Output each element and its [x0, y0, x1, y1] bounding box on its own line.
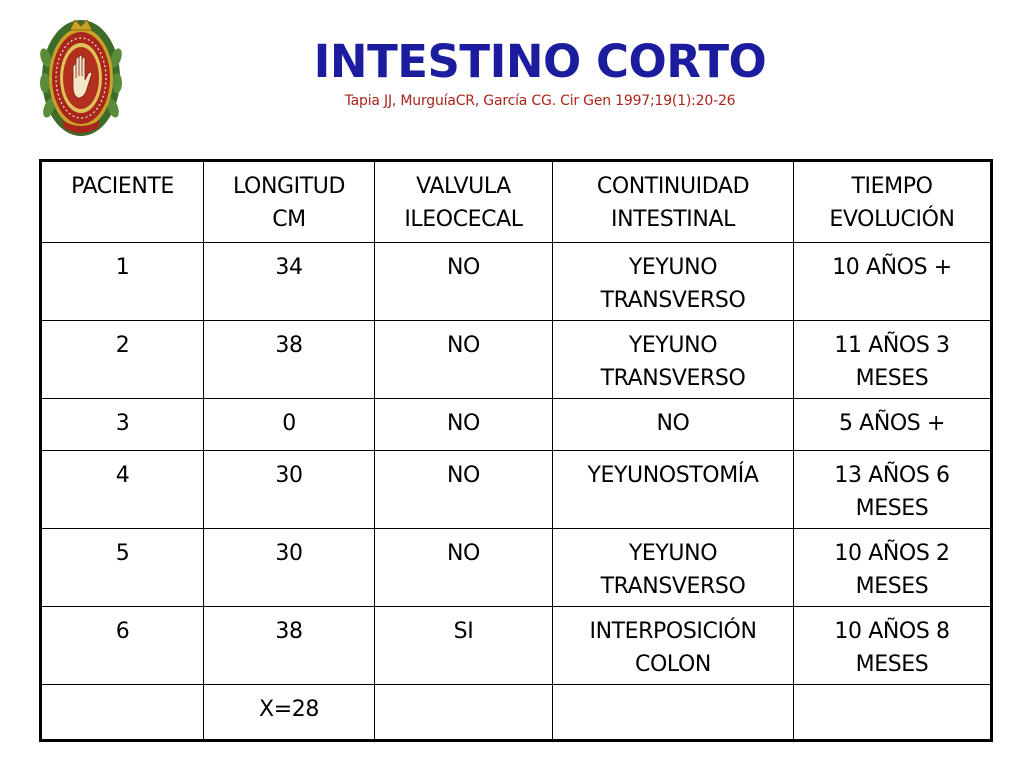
cell-paciente: 6	[41, 607, 204, 685]
cell-longitud: X=28	[204, 685, 375, 741]
cell-continuidad: NO	[553, 399, 794, 451]
cell-valvula: NO	[375, 399, 553, 451]
cell-paciente: 5	[41, 529, 204, 607]
cell-tiempo: 10 AÑOS 8 MESES	[794, 607, 992, 685]
cell-paciente: 4	[41, 451, 204, 529]
cell-tiempo: 10 AÑOS +	[794, 243, 992, 321]
cell-tiempo	[794, 685, 992, 741]
cell-paciente	[41, 685, 204, 741]
cell-longitud: 30	[204, 451, 375, 529]
table-row	[41, 529, 992, 607]
citation-text: Tapia JJ, MurguíaCR, García CG. Cir Gen 1997;19(1):20-26	[344, 93, 736, 109]
table-row	[41, 243, 992, 321]
table-row	[41, 399, 992, 451]
society-crest-icon	[40, 8, 122, 140]
header-continuidad: CONTINUIDAD INTESTINAL	[553, 161, 794, 243]
cell-continuidad: INTERPOSICIÓN COLON	[553, 607, 794, 685]
cell-tiempo: 10 AÑOS 2 MESES	[794, 529, 992, 607]
cell-tiempo: 5 AÑOS +	[794, 399, 992, 451]
table-header-row	[41, 161, 992, 243]
cell-longitud: 38	[204, 607, 375, 685]
table-row	[41, 607, 992, 685]
header-valvula: VALVULA ILEOCECAL	[375, 161, 553, 243]
cell-paciente: 2	[41, 321, 204, 399]
table-row	[41, 685, 992, 741]
cell-valvula: NO	[375, 243, 553, 321]
patients-table	[39, 159, 993, 742]
slide-title: INTESTINO CORTO	[313, 35, 767, 88]
cell-continuidad	[553, 685, 794, 741]
cell-valvula: NO	[375, 321, 553, 399]
cell-valvula	[375, 685, 553, 741]
table-row	[41, 321, 992, 399]
cell-paciente: 3	[41, 399, 204, 451]
cell-valvula: SI	[375, 607, 553, 685]
header-tiempo: TIEMPO EVOLUCIÓN	[794, 161, 992, 243]
cell-tiempo: 13 AÑOS 6 MESES	[794, 451, 992, 529]
cell-valvula: NO	[375, 529, 553, 607]
cell-continuidad: YEYUNO TRANSVERSO	[553, 243, 794, 321]
header-longitud: LONGITUD CM	[204, 161, 375, 243]
cell-longitud: 34	[204, 243, 375, 321]
cell-longitud: 30	[204, 529, 375, 607]
cell-tiempo: 11 AÑOS 3 MESES	[794, 321, 992, 399]
cell-paciente: 1	[41, 243, 204, 321]
cell-continuidad: YEYUNO TRANSVERSO	[553, 321, 794, 399]
table-row	[41, 451, 992, 529]
cell-continuidad: YEYUNOSTOMÍA	[553, 451, 794, 529]
cell-longitud: 38	[204, 321, 375, 399]
cell-valvula: NO	[375, 451, 553, 529]
header-paciente: PACIENTE	[41, 161, 204, 243]
cell-continuidad: YEYUNO TRANSVERSO	[553, 529, 794, 607]
cell-longitud: 0	[204, 399, 375, 451]
